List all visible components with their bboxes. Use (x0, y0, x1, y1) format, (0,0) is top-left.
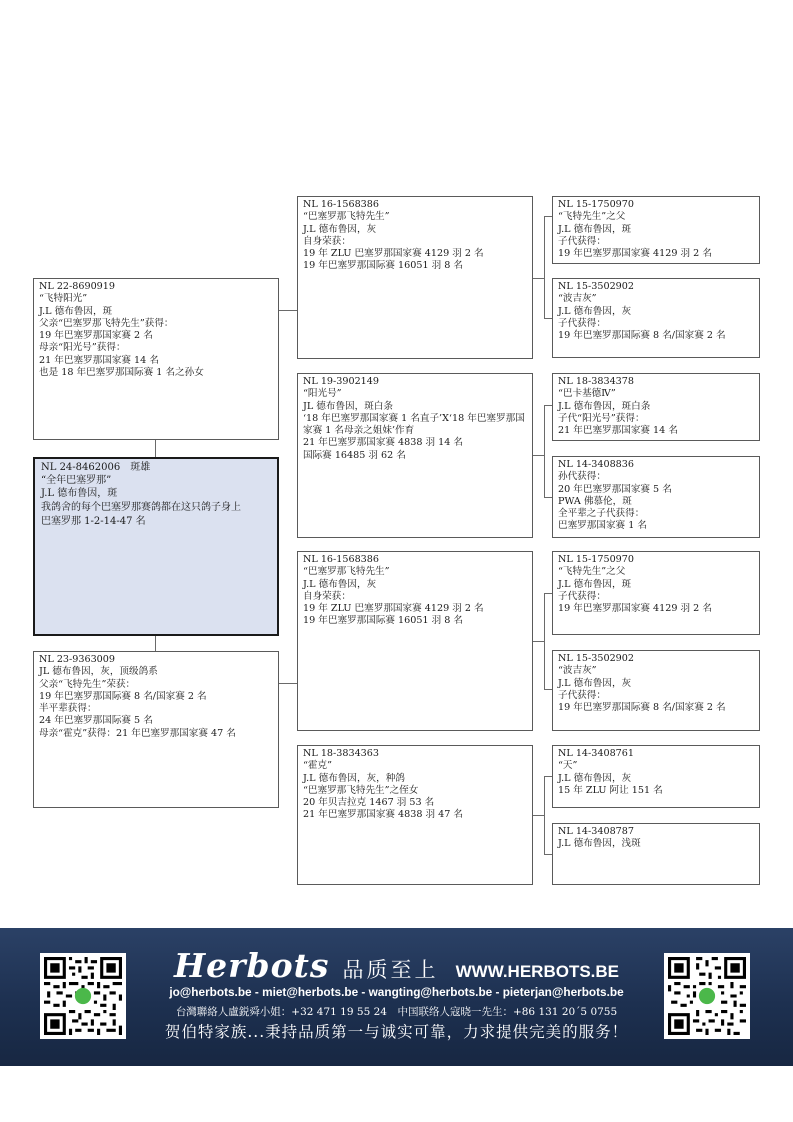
pedigree-line: 19 年巴塞罗那国家赛 2 名 (39, 330, 153, 342)
pedigree-ancestor-7 (552, 745, 760, 808)
pedigree-line: 母亲“霍克”获得：21 年巴塞罗那国家赛 47 名 (39, 727, 236, 739)
subject-breeder: J.L 德布鲁因，斑 (41, 488, 118, 500)
pedigree-line: J.L 德布鲁因，灰 (303, 223, 377, 235)
pedigree-dam (33, 651, 279, 808)
pedigree-line: J.L 德布鲁因，灰 (303, 578, 377, 590)
connector-line (544, 776, 552, 777)
qr-code-icon[interactable] (664, 953, 750, 1039)
pedigree-line: NL 22-8690919 (39, 281, 115, 292)
pedigree-sire (33, 278, 279, 440)
pedigree-line: “巴塞罗那飞特先生” (303, 566, 390, 578)
pedigree-line: 自身荣获： (303, 235, 351, 247)
pedigree-line: 巴塞罗那国家赛 1 名 (558, 520, 647, 532)
pedigree-line: 19 年 ZLU 巴塞罗那国家赛 4129 羽 2 名 (303, 248, 484, 260)
pedigree-line: NL 18-3834378 (558, 376, 634, 387)
pedigree-line: 孙代获得： (558, 471, 606, 483)
pedigree-dam-sire (297, 551, 533, 731)
pedigree-line: 24 年巴塞罗那国际赛 5 名 (39, 715, 153, 727)
pedigree-line: 半平辈获得： (39, 703, 97, 715)
connector-line (544, 776, 545, 854)
pedigree-line: 全平辈之子代获得： (558, 508, 645, 520)
contact-numbers: 台灣聯絡人盧鋭舜小姐：+32 471 19 55 24 中国联络人寇晓一先生：+86 131 20´5 0755 (175, 1006, 618, 1018)
pedigree-line: ‘18 年巴塞罗那国家赛 1 名直子’X‘18 年巴塞罗那国家赛 1 名母亲之姐妹’作育 (303, 412, 525, 437)
motto: 贺伯特家族...秉持品质第一与诚实可靠，力求提供完美的服务！ (164, 1023, 629, 1041)
pedigree-line: NL 15-3502902 (558, 653, 634, 664)
pedigree-ancestor-1 (552, 196, 760, 264)
pedigree-line: 父亲“飞特先生”荣获： (39, 678, 136, 690)
pedigree-line: J.L 德布鲁因，斑 (558, 223, 632, 235)
slogan: 品质至上 (342, 958, 439, 982)
qr-code-icon (668, 957, 746, 1035)
pedigree-line: 19 年巴塞罗那国际赛 16051 羽 8 名 (303, 260, 464, 272)
connector-line (155, 440, 156, 457)
connector-line (533, 641, 544, 642)
pedigree-line: J.L 德布鲁因，灰 (558, 677, 632, 689)
pedigree-line: 19 年巴塞罗那国际赛 8 名/国家赛 2 名 (558, 702, 726, 714)
pedigree-line: “巴塞罗那飞特先生”之侄女 (303, 784, 419, 796)
subject-description: 我鸽舍的每个巴塞罗那赛鸽都在这只鸽子身上 (41, 501, 241, 513)
pedigree-sire-dam (297, 373, 533, 538)
pedigree-ancestor-6 (552, 650, 760, 731)
connector-line (544, 593, 552, 594)
pedigree-line: 子代获得： (558, 235, 606, 247)
pedigree-line: “飞特阳光” (39, 293, 88, 305)
pedigree-line: J.L 德布鲁因，灰，种鸽 (303, 772, 405, 784)
pedigree-line: NL 14-3408836 (558, 459, 634, 470)
footer-banner (0, 928, 793, 1066)
connector-line (279, 683, 297, 684)
pedigree-line: 也是 18 年巴塞罗那国际赛 1 名之孙女 (39, 367, 204, 379)
pedigree-line: 20 年贝吉拉克 1467 羽 53 名 (303, 797, 435, 809)
pedigree-line: 19 年巴塞罗那国家赛 4129 羽 2 名 (558, 603, 712, 615)
pedigree-line: NL 14-3408787 (558, 826, 634, 837)
pedigree-line: NL 15-1750970 (558, 554, 634, 565)
subject-ring-number: NL 24-8462006 斑雄 (41, 462, 151, 473)
herbots-logo: Herbots (173, 946, 330, 985)
pedigree-line: J.L 德布鲁因，斑白条 (558, 400, 651, 412)
pedigree-line: JL 德布鲁因，斑白条 (303, 400, 394, 412)
pedigree-line: 自身荣获： (303, 590, 351, 602)
subject-name: “全年巴塞罗那” (41, 475, 112, 487)
connector-line (544, 405, 545, 497)
pedigree-line: 子代获得： (558, 590, 606, 602)
pedigree-line: NL 23-9363009 (39, 654, 115, 665)
pedigree-line: “飞特先生”之父 (558, 566, 626, 578)
subject-results: 巴塞罗那 1-2-14-47 名 (41, 515, 146, 527)
pedigree-line: JL 德布鲁因，灰，顶级鸽系 (39, 666, 158, 678)
pedigree-line: 父亲“巴塞罗那飞特先生”获得： (39, 317, 174, 329)
pedigree-subject (33, 457, 279, 636)
pedigree-ancestor-4 (552, 456, 760, 538)
website-link[interactable]: WWW.HERBOTS.BE (455, 962, 620, 981)
pedigree-line: “霍克” (303, 760, 332, 772)
pedigree-line: J.L 德布鲁因，浅斑 (558, 838, 641, 850)
connector-line (544, 854, 552, 855)
connector-line (544, 216, 545, 318)
pedigree-line: NL 16-1568386 (303, 554, 379, 565)
pedigree-line: J.L 德布鲁因，灰 (558, 305, 632, 317)
pedigree-line: NL 19-3902149 (303, 376, 379, 387)
connector-line (279, 310, 297, 311)
pedigree-line: “天” (558, 760, 578, 772)
pedigree-line: 19 年巴塞罗那国际赛 16051 羽 8 名 (303, 615, 464, 627)
pedigree-line: NL 15-3502902 (558, 281, 634, 292)
pedigree-line: 子代“阳光号”获得： (558, 412, 645, 424)
connector-line (533, 455, 544, 456)
pedigree-line: J.L 德布鲁因，斑 (558, 578, 632, 590)
pedigree-line: 19 年 ZLU 巴塞罗那国家赛 4129 羽 2 名 (303, 603, 484, 615)
pedigree-line: “巴塞罗那飞特先生” (303, 211, 390, 223)
wechat-icon (699, 988, 715, 1004)
pedigree-line: J.L 德布鲁因，斑 (39, 305, 113, 317)
pedigree-ancestor-3 (552, 373, 760, 441)
pedigree-line: “波吉灰” (558, 665, 597, 677)
pedigree-line: “波吉灰” (558, 293, 597, 305)
pedigree-line: NL 18-3834363 (303, 748, 379, 759)
pedigree-line: 21 年巴塞罗那国家赛 14 名 (558, 425, 678, 437)
connector-line (544, 689, 552, 690)
pedigree-line: PWA 佛慕伦，斑 (558, 495, 632, 507)
pedigree-line: “飞特先生”之父 (558, 211, 626, 223)
connector-line (155, 636, 156, 651)
pedigree-line: 国际赛 16485 羽 62 名 (303, 449, 406, 461)
pedigree-line: NL 14-3408761 (558, 748, 634, 759)
pedigree-ancestor-8 (552, 823, 760, 885)
pedigree-line: 母亲“阳光号”获得： (39, 342, 126, 354)
pedigree-line: 子代获得： (558, 689, 606, 701)
connector-line (533, 815, 544, 816)
connector-line (544, 318, 552, 319)
connector-line (544, 216, 552, 217)
pedigree-line: 20 年巴塞罗那国家赛 5 名 (558, 483, 672, 495)
pedigree-line: 15 年 ZLU 阿让 151 名 (558, 784, 663, 796)
pedigree-ancestor-5 (552, 551, 760, 635)
pedigree-line: 19 年巴塞罗那国际赛 8 名/国家赛 2 名 (39, 690, 207, 702)
pedigree-line: 子代获得： (558, 317, 606, 329)
pedigree-line: 19 年巴塞罗那国际赛 8 名/国家赛 2 名 (558, 330, 726, 342)
pedigree-line: NL 16-1568386 (303, 199, 379, 210)
pedigree-sire-sire (297, 196, 533, 359)
pedigree-line: “阳光号” (303, 388, 342, 400)
connector-line (544, 593, 545, 689)
pedigree-dam-dam (297, 745, 533, 885)
pedigree-line: J.L 德布鲁因，灰 (558, 772, 632, 784)
pedigree-ancestor-2 (552, 278, 760, 358)
email-addresses[interactable]: jo@herbots.be - miet@herbots.be - wangting@herbots.be - pieterjan@herbots.be (169, 985, 624, 999)
connector-line (544, 405, 552, 406)
connector-line (533, 278, 544, 279)
pedigree-line: 21 年巴塞罗那国家赛 4838 羽 47 名 (303, 809, 464, 821)
pedigree-line: 21 年巴塞罗那国家赛 4838 羽 14 名 (303, 437, 464, 449)
pedigree-line: 19 年巴塞罗那国家赛 4129 羽 2 名 (558, 248, 712, 260)
pedigree-line: “巴卡基德Ⅳ” (558, 388, 616, 400)
pedigree-line: 21 年巴塞罗那国家赛 14 名 (39, 354, 159, 366)
pedigree-line: NL 15-1750970 (558, 199, 634, 210)
connector-line (544, 497, 552, 498)
